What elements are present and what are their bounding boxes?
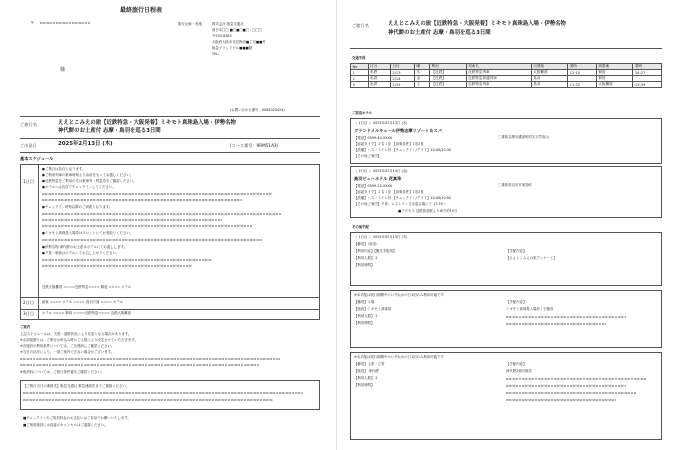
hotel-info: 【部屋タイプ】２名１室 【食事条件】1泊2食 [354, 190, 424, 194]
notes-line: 上記スケジュールは、天候・道路状況により変更となる場合があります。 [20, 332, 132, 336]
tour-label: ご旅行名 [352, 23, 369, 28]
postal-mark: 〒 [30, 20, 35, 25]
hotel-info: 【電話】0599-44-XXXX [354, 136, 393, 140]
hotel-heading: ご宿泊ホテル [352, 111, 373, 115]
schedule-note: ●伊勢名物 神代餅のお土産はホテルにてお渡しします。 [42, 245, 127, 249]
redacted-text [23, 392, 303, 394]
tour-name: ええとこみえの旅【近鉄特急・大阪発着】ミキモト真珠島入場・伊勢名物 [388, 21, 566, 27]
agency-line: TEL: [212, 52, 220, 56]
arrangement-people: 【利用人数】 2 [354, 314, 378, 318]
arrangement-memo: 【手配内容】 [506, 362, 527, 366]
footer-note: ■ご宿泊施設には直接のキャンセルはご遠慮ください。 [23, 423, 108, 427]
other-heading: その他手配 [352, 225, 369, 229]
redacted-text [506, 392, 636, 394]
hotel-info: 【その他ご案内】夕食：レストラン又は宴会場にて 17:30～ [354, 202, 447, 206]
table-row: 1 私鉄 2/13 木 【近鉄】 近鉄特急列車 大阪難波 12:10 賢島 14:27 [351, 70, 662, 76]
redacted-text [42, 239, 262, 241]
tour-name: 神代餅のお土産付 志摩・鳥羽を巡る3日間 [58, 128, 161, 134]
transport-table [350, 63, 662, 88]
notes-line: ※取消料については、ご旅行条件書をご確認ください。 [20, 370, 105, 374]
redacted-text [23, 399, 273, 401]
transport-header-row: No 区分 日付 曜 利用 列車名 出発地 発時 到着地 着時 [351, 64, 662, 70]
hotel-day-head: （ 1日目 ） 2025年02月13日 (木) [354, 121, 408, 125]
departure-date: 2025年2月13日 (木) [58, 141, 113, 147]
agency-label: 旅行企画・実施： [178, 22, 206, 26]
hotel-info: 【部屋タイプ】２名１室 【食事条件】1泊2食 [354, 142, 424, 146]
arrangement-kind: 【種別】土産・立寄 [354, 362, 385, 366]
schedule-note: ●チェックイン時刻以降のご到着となります。 [42, 205, 113, 209]
table-row: 2 私鉄 2/14 金 【近鉄】 近鉄特急普通列車 鳥羽 賢島 [351, 76, 662, 82]
notes-line: ※各施設の利用条件については、ご出発前にご確認ください。 [20, 344, 115, 348]
agency-line: 阪急グランドビル■■■階 [212, 46, 253, 50]
arrangement-memo-text: 神代餅2個引換券 [506, 369, 532, 373]
itinerary-page-1 [0, 0, 337, 450]
day2-route: 朝食 ==== ホテル ==== 鳥羽方面 ==== ホテル [42, 300, 123, 304]
hotel-info: 【その他ご案内】 [354, 154, 382, 158]
departure-label: ご出発日 [20, 143, 37, 148]
arrangement-head: （ 1日目 ） 2025年02月13日 (木) [354, 235, 408, 239]
schedule-note: ●ホテルへは各自でチェックインしてください。 [42, 185, 116, 189]
arrangement-head: ※本手配は旅行期間中のいずれかの日1回のみ利用可能です [354, 293, 444, 297]
schedule-note: ●夕食・朝食はホテルにてお召し上がりください。 [42, 251, 120, 255]
hotel-name: グランドメルキュール伊勢志摩リゾート＆スパ [354, 128, 442, 133]
arrangement-kind: 【種別】（宿泊） [354, 242, 380, 246]
tour-name: 神代餅のお土産付 志摩・鳥羽を巡る3日間 [388, 30, 491, 36]
redacted-text [42, 213, 282, 215]
schedule-note: ●ミキモト真珠島入場券はフロントにてお受取りください。 [42, 231, 134, 235]
tour-label: ご旅行名 [20, 122, 37, 127]
arrangement-content: 【施設】ミキモト真珠島 [354, 307, 392, 311]
redacted-text [42, 265, 192, 267]
arrangement-time: 【利用時間】 [354, 383, 375, 387]
arrangement-head: ※本手配は旅行期間中のいずれかの日1回のみ利用可能です [354, 355, 444, 359]
arrangement-block-2 [350, 290, 662, 348]
hotel-address: 三重県鳥羽市安楽島町 [498, 183, 532, 187]
day3-route: ホテル ==== 賢島 ====近鉄特急==== 近鉄大阪難波 [42, 311, 132, 315]
table-row: 3 私鉄 2/15 土 【近鉄】 近鉄特急列車 鳥羽 11:32 大阪難波 13:39 [351, 82, 662, 88]
schedule-note: ●ご利用列車の乗車時刻より余裕をもってお越しください。 [42, 173, 134, 177]
arrangement-memo-text: ミキモト真珠島入場券 / 引換券 [506, 307, 554, 311]
redacted-text [506, 316, 626, 318]
day1-route: 近鉄大阪難波 ====近鉄特急==== 賢島 ==== ホテル [42, 285, 132, 289]
hotel-access-note: ■アクセス 近鉄鳥羽駅より車で約10分 [398, 209, 458, 213]
redacted-text [506, 399, 616, 401]
day-label: 1日目 [23, 179, 35, 184]
redacted-text [20, 358, 280, 360]
day-label: 3日目 [23, 311, 35, 316]
notes-heading: ご案内 [20, 325, 31, 329]
schedule-note: ●ご集合は各自となります。 [42, 167, 86, 171]
agency-line: 西日本□□ ■□■□■□・□□□ [212, 28, 262, 32]
redacted-text [42, 225, 252, 227]
arrangement-time: 【利用時間】 [354, 263, 375, 267]
redacted-text [42, 219, 222, 221]
arrangement-people: 【利用人数】 2 [354, 256, 378, 260]
notes-line: ※お部屋割りは、ご旅行お申込み時のご人数により決定させていただきます。 [20, 338, 138, 342]
footer-note: 【ご旅行当日の連絡先】阪急交通社 緊急連絡先までご連絡ください。 [23, 384, 130, 388]
inquiry-number: (お問い合わせ番号：0063025424) [230, 108, 285, 112]
redacted-text [506, 385, 626, 387]
arrangement-memo: 【手配内容】 [506, 300, 527, 304]
schedule-heading: 基本スケジュール [20, 156, 54, 161]
arrangement-kind: 【種別】入場 [354, 300, 375, 304]
arrangement-memo-text: 【ええとこみえの旅アンケート】 [506, 256, 557, 260]
redacted-text [42, 199, 242, 201]
day-label: 2日目 [23, 300, 35, 305]
redacted-text [42, 259, 212, 261]
hotel-day-head: （ 2日目 ） 2025年02月14日 (金) [354, 169, 408, 173]
agency-line: 〒530-8383 [212, 34, 232, 38]
hotel-address: 三重県志摩市磯部町的矢字笠取山 [498, 135, 549, 139]
course-number: (コース番号：9RM51A3) [230, 143, 279, 148]
redacted-text [506, 378, 646, 380]
hotel-name: 鳥羽ビューホテル 花真珠 [354, 176, 402, 181]
hotel-info: 【設備】バス・トイレ付 【チェックイン/アウト】15:00/10:00 [354, 196, 452, 200]
document-title: 最終旅行日程表 [120, 7, 163, 14]
arrangement-memo: 【手配内容】 [506, 249, 527, 253]
redacted-address [40, 22, 90, 24]
hotel-info: 【設備】バス・トイレ付 【チェックイン/アウト】15:00/10:30 [354, 148, 452, 152]
redacted-text [20, 364, 260, 366]
redacted-text [42, 193, 272, 195]
arrangement-content: 【利用内容】【観光手配用】 [354, 249, 397, 253]
arrangement-people: 【利用人数】 2 [354, 376, 378, 380]
tour-name: ええとこみえの旅【近鉄特急・大阪発着】ミキモト真珠島入場・伊勢名物 [58, 120, 236, 126]
arrangement-time: 【利用時間】 [354, 321, 375, 325]
notes-line: ※当日の状況により、一部ご案内できない場合がございます。 [20, 350, 115, 354]
hotel-info: 【電話】0599-25-XXXX [354, 184, 393, 188]
itinerary-page-2 [338, 0, 675, 450]
schedule-note: ●近鉄特急をご利用の方は乗車券・特急券をご確認ください。 [42, 179, 137, 183]
transport-heading: 交通手段 [352, 56, 366, 60]
agency-line: 大阪府大阪市北区梅田■丁目■■号 [212, 40, 266, 44]
recipient-suffix: 様 [60, 67, 66, 73]
footer-note: ■チェックインやご宿泊料金のお支払いはご自身でお願いいたします。 [23, 416, 131, 420]
redacted-text [506, 323, 606, 325]
arrangement-content: 【施設】 神代餅 [354, 369, 379, 373]
agency-line: 株式会社 阪急交通社 [212, 22, 244, 26]
